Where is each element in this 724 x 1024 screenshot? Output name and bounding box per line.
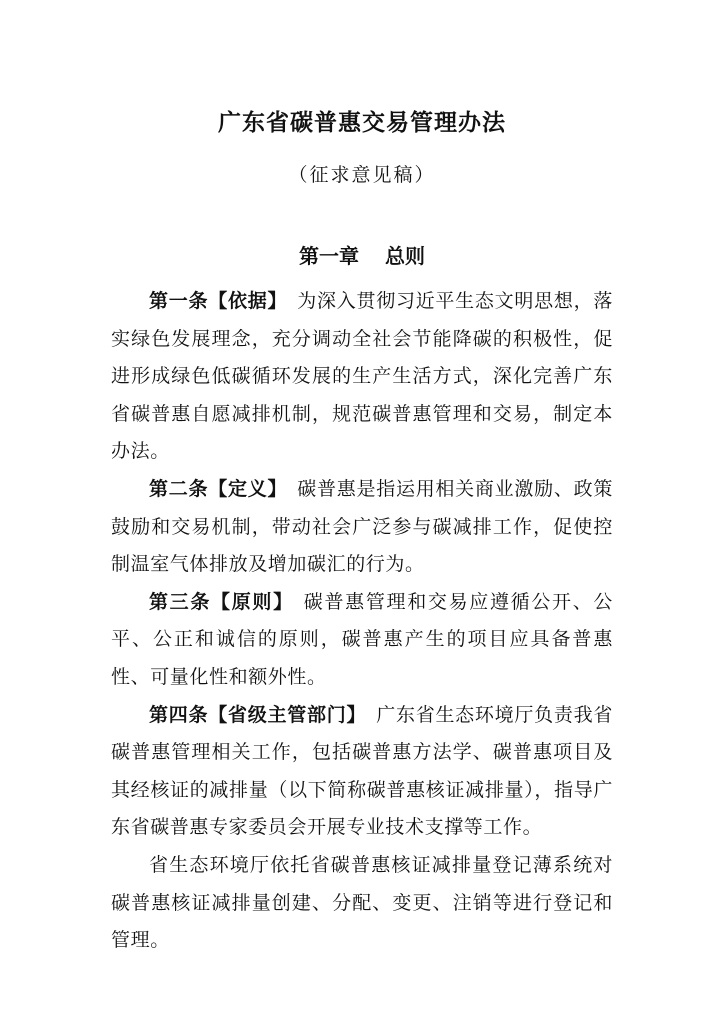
paragraph-text: 省生态环境厅依托省碳普惠核证减排量登记薄系统对碳普惠核证减排量创建、分配、变更、注销等进行登记和管理。 [111, 853, 613, 952]
article-heading: 第二条【定义】 [149, 477, 288, 500]
body-paragraph [111, 847, 613, 960]
chapter-heading [0, 240, 724, 269]
article-text: 碳普惠管理和交易应遵循公开、公平、公正和诚信的原则，碳普惠产生的项目应具备普惠性、可量化性和额外性。 [111, 590, 613, 688]
document-subtitle: （征求意见稿） [288, 164, 436, 186]
article-text: 广东省生态环境厅负责我省碳普惠管理相关工作，包括碳普惠方法学、碳普惠项目及其经核证的减排量（以下简称碳普惠核证减排量），指导广东省碳普惠专家委员会开展专业技术支撑等工作。 [111, 703, 613, 839]
document-body [111, 283, 613, 960]
article-paragraph [111, 471, 613, 584]
chapter-name: 总则 [385, 244, 425, 268]
article-text: 碳普惠是指运用相关商业激励、政策鼓励和交易机制，带动社会广泛参与碳减排工作，促使控制温室气体排放及增加碳汇的行为。 [111, 477, 613, 576]
article-text: 为深入贯彻习近平生态文明思想，落实绿色发展理念，充分调动全社会节能降碳的积极性，促进形成绿色低碳循环发展的生产生活方式，深化完善广东省碳普惠自愿减排机制，规范碳普惠管理和交易，制定本办法。 [111, 290, 613, 463]
article-paragraph [111, 283, 613, 471]
article-paragraph [111, 697, 613, 847]
article-heading: 第一条【依据】 [149, 290, 288, 312]
article-heading: 第四条【省级主管部门】 [149, 703, 367, 726]
article-heading: 第三条【原则】 [149, 590, 294, 613]
chapter-number: 第一章 [299, 244, 359, 268]
article-paragraph [111, 584, 613, 697]
document-title: 广东省碳普惠交易管理办法 [218, 109, 506, 136]
